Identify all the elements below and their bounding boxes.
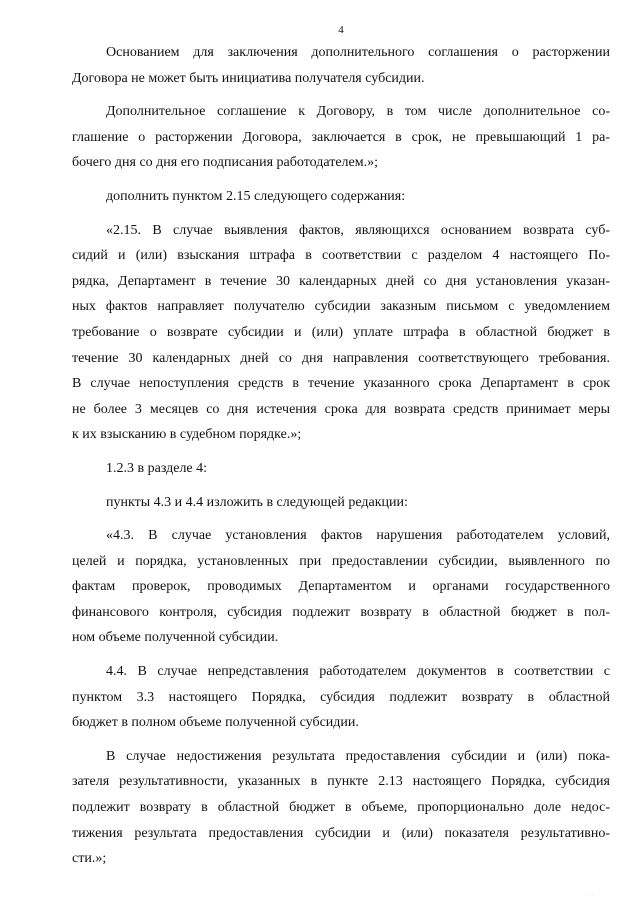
paragraph	[72, 99, 610, 176]
text-line: требование о возврате субсидии и (или) уплате штрафа в областной бюджет в	[72, 324, 610, 340]
text-line: бочего дня со дня его подписания работодателем.»;	[72, 155, 378, 171]
paragraph	[72, 456, 610, 482]
text-line: ном объеме полученной субсидии.	[72, 630, 279, 646]
text-line: подлежит возврату в областной бюджет в объеме, пропорционально доле недос-	[72, 800, 610, 816]
text-line: тижения результата предоставления субсидии и (или) показателя результативно-	[72, 825, 610, 841]
paragraph	[72, 523, 610, 651]
text-line: «2.15. В случае выявления фактов, являющихся основанием возврата суб-	[106, 222, 610, 238]
text-line: к их взысканию в судебном порядке.»;	[72, 427, 302, 443]
text-line: Договора не может быть инициатива получателя субсидии.	[72, 70, 425, 86]
text-line: течение 30 календарных дней со дня направления соответствующего требования.	[72, 350, 610, 366]
text-line: не более 3 месяцев со дня истечения срока для возврата средств принимает меры	[72, 401, 610, 417]
text-line: финансового контроля, субсидия подлежит возврату в областной бюджет в пол-	[72, 604, 610, 620]
text-line: фактам проверок, проводимых Департаментом и органами государственного	[72, 579, 610, 595]
text-line: зателя результативности, указанных в пункте 2.13 настоящего Порядка, субсидия	[72, 774, 610, 790]
text-line: ных фактов направляет получателю субсидии заказным письмом с уведомлением	[72, 299, 610, 315]
text-line: В случае непоступления средств в течение указанного срока Департамент в срок	[72, 376, 610, 392]
text-line: сидий и (или) взыскания штрафа в соответствии с разделом 4 настоящего По-	[72, 248, 610, 264]
paragraph	[72, 184, 610, 210]
text-line: В случае недостижения результата предоставления субсидии и (или) пока-	[106, 748, 610, 764]
paragraph	[72, 490, 610, 516]
text-line: дополнить пунктом 2.15 следующего содержания:	[106, 188, 406, 204]
text-line: сти.»;	[72, 851, 107, 867]
page-number: 4	[338, 24, 344, 36]
text-line: 1.2.3 в разделе 4:	[106, 460, 208, 476]
paragraph	[72, 40, 610, 91]
text-line: целей и порядка, установленных при предоставлении субсидии, выявленного по	[72, 553, 610, 569]
paragraph	[72, 218, 610, 448]
document-body	[72, 40, 610, 872]
text-line: Дополнительное соглашение к Договору, в том числе дополнительное со-	[106, 104, 610, 120]
text-line: рядка, Департамент в течение 30 календарных дней со дня установления указан-	[72, 273, 610, 289]
text-line: бюджет в полном объеме полученной субсидии.	[72, 715, 359, 731]
text-line: глашение о расторжении Договора, заключается в срок, не превышающий 1 ра-	[72, 129, 610, 145]
text-line: пункты 4.3 и 4.4 изложить в следующей редакции:	[106, 494, 408, 510]
text-line: Основанием для заключения дополнительного соглашения о расторжении	[106, 45, 610, 60]
corner-mark: · ·	[588, 893, 594, 899]
paragraph	[72, 659, 610, 736]
text-line: «4.3. В случае установления фактов нарушения работодателем условий,	[106, 528, 610, 544]
text-line: пунктом 3.3 настоящего Порядка, субсидия подлежит возврату в областной	[72, 689, 610, 705]
paragraph	[72, 744, 610, 872]
text-line: 4.4. В случае непредставления работодателем документов в соответствии с	[106, 664, 610, 680]
